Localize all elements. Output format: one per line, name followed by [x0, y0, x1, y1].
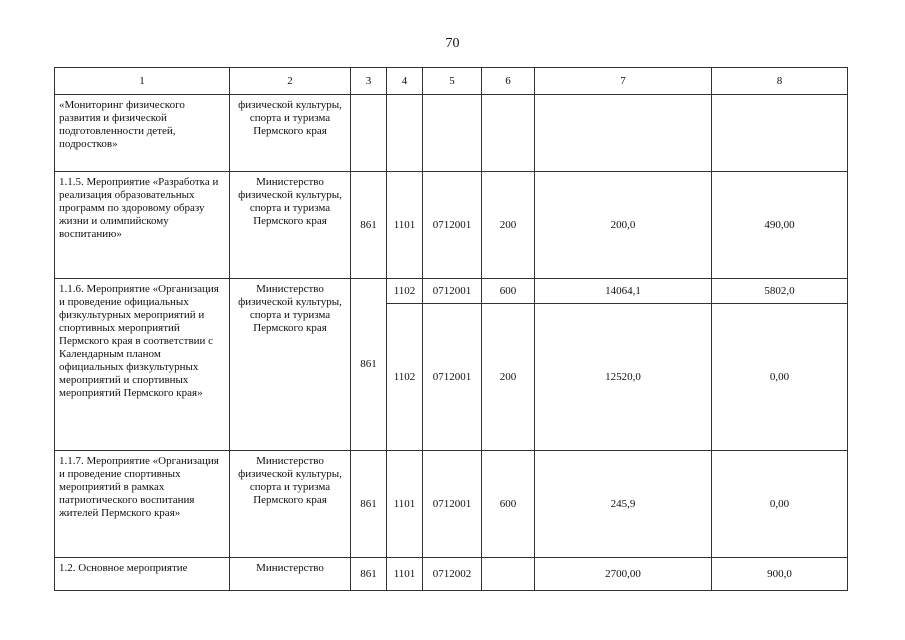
- section-cell: 1101: [387, 172, 423, 279]
- header-cell-1: 1: [55, 68, 230, 95]
- expense-type-cell: 200: [482, 172, 535, 279]
- target-item-cell: 0712001: [423, 279, 482, 304]
- code-cell: 861: [351, 172, 387, 279]
- empty-cell: [482, 95, 535, 172]
- target-item-cell: 0712001: [423, 304, 482, 451]
- amount-cell-8: 0,00: [712, 304, 848, 451]
- table-row: [55, 172, 848, 279]
- amount-cell-7: 245,9: [535, 451, 712, 558]
- section-cell: 1102: [387, 304, 423, 451]
- header-cell-6: 6: [482, 68, 535, 95]
- expense-type-cell: 600: [482, 279, 535, 304]
- empty-cell: [535, 95, 712, 172]
- responsible-cell: Министерство физической культуры, спорта и туризма Пермского края: [230, 451, 351, 558]
- activity-name-cell: 1.1.5. Мероприятие «Разработка и реализация образовательных программ по здоровому образу жизни и олимпийскому воспитанию»: [55, 172, 230, 279]
- table-row: [55, 95, 848, 172]
- empty-cell: [351, 95, 387, 172]
- table-row: [55, 279, 848, 304]
- page-number: 70: [445, 36, 460, 51]
- amount-cell-7: 2700,00: [535, 558, 712, 591]
- empty-cell: [387, 95, 423, 172]
- code-cell: 861: [351, 451, 387, 558]
- header-cell-7: 7: [535, 68, 712, 95]
- target-item-cell: 0712001: [423, 172, 482, 279]
- amount-cell-8: 5802,0: [712, 279, 848, 304]
- amount-cell-8: 490,00: [712, 172, 848, 279]
- header-cell-2: 2: [230, 68, 351, 95]
- amount-cell-7: 200,0: [535, 172, 712, 279]
- section-cell: 1102: [387, 279, 423, 304]
- amount-cell-8: 0,00: [712, 451, 848, 558]
- activity-name-cell: «Мониторинг физического развития и физической подготовленности детей, подростков»: [55, 95, 230, 172]
- activity-name-cell: 1.2. Основное мероприятие: [55, 558, 230, 591]
- empty-cell: [712, 95, 848, 172]
- budget-table: [54, 67, 848, 591]
- expense-type-cell: 600: [482, 451, 535, 558]
- responsible-cell: Министерство: [230, 558, 351, 591]
- table-row: [55, 558, 848, 591]
- header-cell-4: 4: [387, 68, 423, 95]
- amount-cell-8: 900,0: [712, 558, 848, 591]
- code-cell: 861: [351, 558, 387, 591]
- empty-cell: [423, 95, 482, 172]
- table-row: [55, 451, 848, 558]
- expense-type-cell: [482, 558, 535, 591]
- code-cell: 861: [351, 279, 387, 451]
- partial-divider: [752, 171, 837, 172]
- target-item-cell: 0712002: [423, 558, 482, 591]
- expense-type-cell: 200: [482, 304, 535, 451]
- responsible-cell: физической культуры, спорта и туризма Пермского края: [230, 95, 351, 172]
- header-cell-5: 5: [423, 68, 482, 95]
- activity-name-cell: 1.1.6. Мероприятие «Организация и проведение официальных физкультурных мероприятий и спортивных мероприятий Пермского края в соответствии с Календарным планом официальных физкультурных мероприятий и спортивных мероприятий Пермского края»: [55, 279, 230, 451]
- amount-cell-7: 14064,1: [535, 279, 712, 304]
- activity-name-cell: 1.1.7. Мероприятие «Организация и проведение спортивных мероприятий в рамках патриотического воспитания жителей Пермского края»: [55, 451, 230, 558]
- header-cell-3: 3: [351, 68, 387, 95]
- responsible-cell: Министерство физической культуры, спорта и туризма Пермского края: [230, 172, 351, 279]
- amount-cell-7: 12520,0: [535, 304, 712, 451]
- table-header-row: [55, 68, 848, 95]
- section-cell: 1101: [387, 558, 423, 591]
- responsible-cell: Министерство физической культуры, спорта и туризма Пермского края: [230, 279, 351, 451]
- target-item-cell: 0712001: [423, 451, 482, 558]
- header-cell-8: 8: [712, 68, 848, 95]
- section-cell: 1101: [387, 451, 423, 558]
